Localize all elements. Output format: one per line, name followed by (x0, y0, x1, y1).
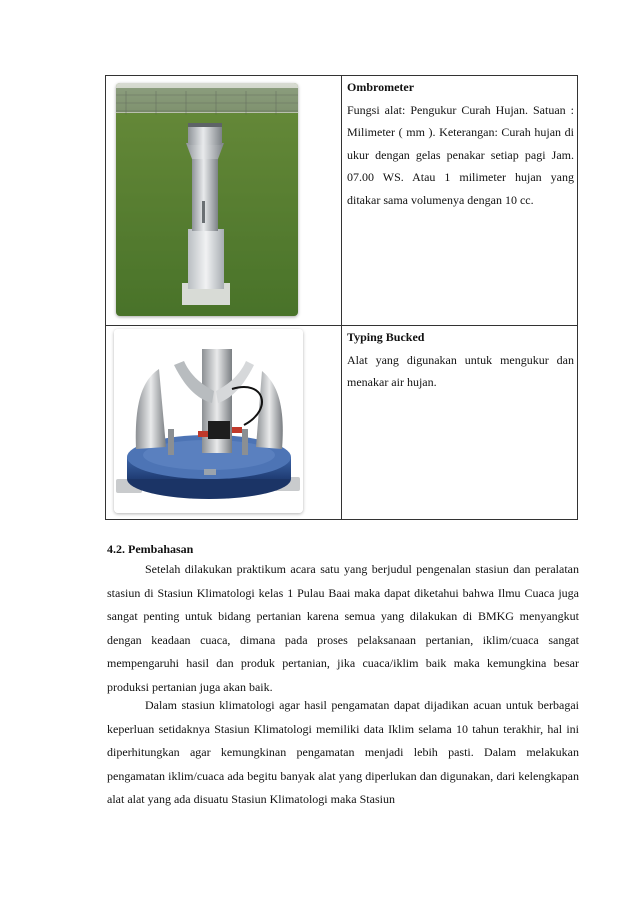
ombrometer-title: Ombrometer (347, 80, 415, 94)
ombrometer-cell (347, 76, 574, 212)
instrument-table (105, 75, 578, 520)
tipping-bucket-title: Typing Bucked (347, 330, 425, 344)
paragraph-1 (107, 558, 579, 699)
table-column-divider (341, 76, 342, 519)
section-heading: 4.2. Pembahasan (107, 542, 194, 556)
paragraph-2 (107, 694, 579, 812)
ombrometer-description: Fungsi alat: Pengukur Curah Hujan. Satuan : Milimeter ( mm ). Keterangan: Curah hujan di ukur dengan gelas penakar setiap pagi Jam. 07.00 WS. Atau 1 milimeter hujan yang ditakar sama volumenya dengan 10 cc. (347, 102, 574, 207)
paragraph-text: Dalam stasiun klimatologi agar hasil pengamatan dapat dijadikan acuan untuk berbagai keperluan setidaknya Stasiun Klimatologi memiliki data Iklim selama 10 tahun terakhir, hal ini diperhitungkan agar kemungkinan pengamatan menjadi lebih pasti. Dalam melakukan pengamatan iklim/cuaca ada begitu banyak alat yang diperlukan dan digunakan, dari kelengkapan alat alat yang ada disuatu Stasiun Klimatologi maka Stasiun (107, 698, 579, 806)
paragraph-text: Setelah dilakukan praktikum acara satu yang berjudul pengenalan stasiun dan peralatan stasiun di Stasiun Klimatologi kelas 1 Pulau Baai maka dapat diketahui bahwa Ilmu Cuaca juga sangat penting untuk bidang pertanian karena semua yang dilakukan di BMKG menyangkut dengan keadaan cuaca, dimana pada proses pelaksanaan pertanian, iklim/cuaca sangat mempengaruhi hasil dan produk pertanian, jika cuaca/iklim baik maka kemungkina besar produksi pertanian juga akan baik. (107, 562, 579, 694)
tipping-bucket-photo (114, 329, 303, 513)
tipping-bucket-description: Alat yang digunakan untuk mengukur dan menakar air hujan. (347, 352, 574, 390)
tipping-bucket-cell (347, 326, 574, 394)
ombrometer-photo (116, 83, 298, 316)
